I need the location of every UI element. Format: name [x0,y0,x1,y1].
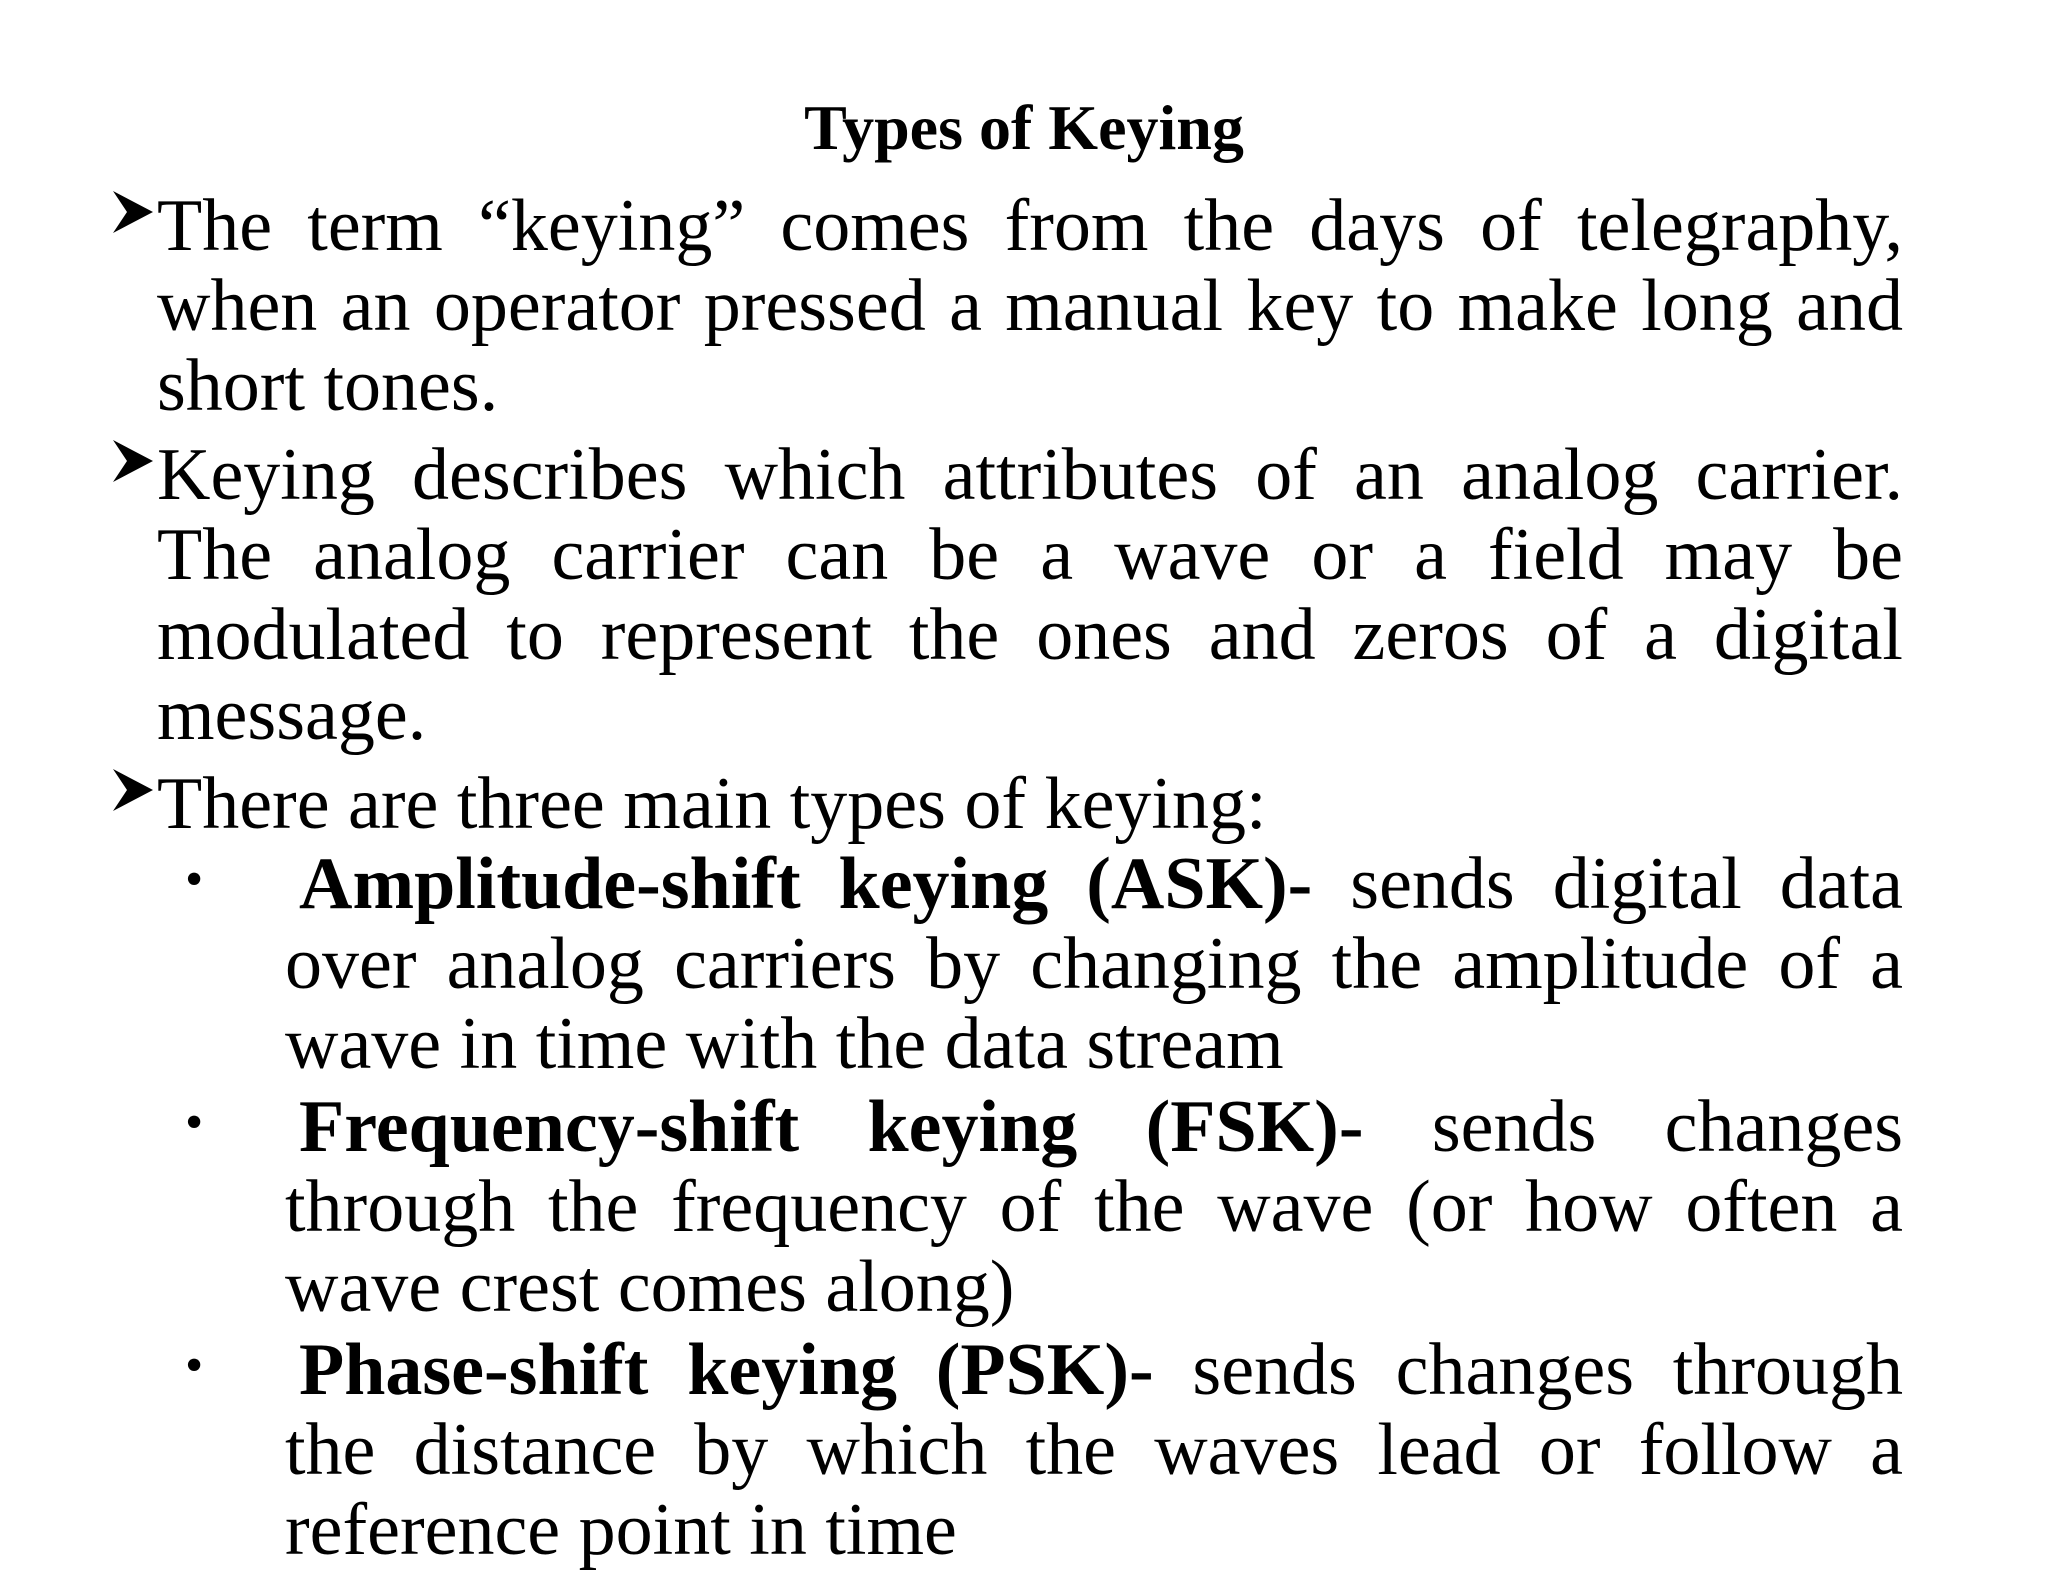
arrow-bullet-icon [111,438,155,484]
bullet-text: Keying describes which attributes of an analog carrier. The analog carrier can be a wave or a field may be modulated to represent the ones and zeros of a digital message. [157,434,1903,756]
sub-bullet-text: sends changes through the frequency of the wave (or how often a wave crest comes along) [285,1086,1903,1328]
bullet-dot: • [185,1094,204,1151]
bullet-text: There are three main types of keying: [157,763,1267,845]
sub-bullet-text: sends digital data over analog carriers by changing the amplitude of a wave in time with the data stream [285,843,1903,1085]
arrow-bullet-icon [111,189,155,235]
sub-bullet-list [157,844,1903,1570]
arrow-bullet-icon [111,767,155,813]
bullet-item [157,435,1903,755]
sub-bullet-item [185,1086,1903,1328]
bullet-dot: • [185,1337,204,1394]
sub-bullet-text: sends changes through the distance by which the waves lead or follow a reference point in time [285,1329,1903,1571]
sub-bullet-term: Amplitude-shift keying (ASK)- [299,843,1313,925]
bullet-item [157,186,1903,426]
slide-title: Types of Keying [804,92,1244,163]
sub-bullet-term: Phase-shift keying (PSK)- [299,1329,1154,1411]
bullet-list [157,186,1903,1579]
sub-bullet-item [185,1329,1903,1571]
bullet-text: The term “keying” comes from the days of telegraphy, when an operator pressed a manual key to make long and short tones. [157,185,1903,427]
bullet-dot: • [185,851,204,908]
sub-bullet-item [185,843,1903,1085]
sub-bullet-term: Frequency-shift keying (FSK)- [299,1086,1364,1168]
bullet-item [157,764,1903,1570]
